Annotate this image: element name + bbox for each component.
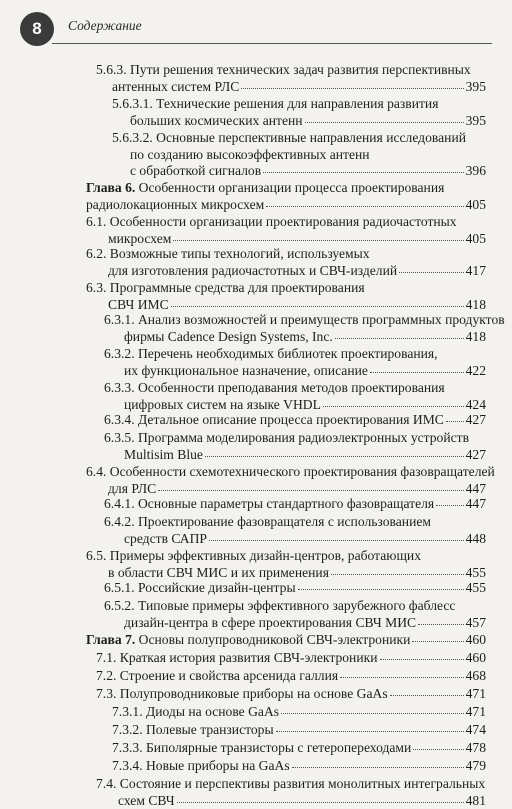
toc-entry-text: 7.3. Полупроводниковые приборы на основе GaAs [96,686,388,703]
toc-entry [96,668,486,685]
page-header [0,6,512,50]
dot-leader [380,658,464,660]
toc-entry-text: 7.3.3. Биполярные транзисторы с гетеропереходами [112,740,411,757]
toc-entry-text: 6.3.1. Анализ возможностей и преимуществ программных продуктов [104,312,505,327]
toc-page-number: 418 [466,297,486,314]
toc-entry [104,580,486,597]
toc-entry-text: 6.3.4. Детальное описание процесса проектирования ИМС [104,412,444,429]
dot-leader [399,271,463,273]
toc-entry-text: 7.4. Состояние и перспективы развития монолитных интегральных [96,776,485,791]
toc-page-number: 417 [466,263,486,280]
toc-entry-text: 6.4.2. Проектирование фазовращателя с использованием [104,514,431,529]
toc-entry-text: для изготовления радиочастотных и СВЧ-изделий [108,263,397,280]
toc-page-number: 471 [466,704,486,721]
toc-entry-text: микросхем [108,231,171,248]
toc-page-number: 422 [466,363,486,380]
toc-entry [112,704,486,721]
toc-entry-text: 6.5.1. Российские дизайн-центры [104,580,296,597]
toc-entry [86,214,486,247]
toc-entry-text: антенных систем РЛС [112,79,239,96]
toc-entry-text: 5.6.3. Пути решения технических задач развития перспективных [96,62,471,77]
toc-entry [112,722,486,739]
toc-entry [86,464,486,497]
dot-leader [158,489,463,491]
toc-entry-text: для РЛС [108,481,156,498]
toc-entry-text: Multisim Blue [124,447,203,464]
toc-entry [96,62,486,95]
toc-entry-text: с обработкой сигналов [130,163,261,180]
dot-leader [412,640,463,642]
dot-leader [331,573,464,575]
toc-entry-text: средств САПР [124,531,207,548]
toc-entry-text: Глава 6. Особенности организации процесса проектирования [86,180,444,195]
toc-page-number: 427 [466,447,486,464]
dot-leader [370,371,464,373]
toc-page-number: 479 [466,758,486,775]
toc-chapter-entry [86,180,486,213]
toc-page-number: 427 [466,412,486,429]
dot-leader [241,87,463,89]
toc-entry-text: СВЧ ИМС [108,297,169,314]
toc-page-number: 460 [466,650,486,667]
toc-entry [112,740,486,757]
toc-entry [86,548,486,581]
toc-entry [104,598,486,631]
dot-leader [171,305,464,307]
dot-leader [177,801,464,803]
toc-entry [112,758,486,775]
chapter-label: Глава 6. [86,180,139,195]
dot-leader [281,712,464,714]
toc-entry [104,412,486,429]
dot-leader [266,205,463,207]
page-number-badge: 8 [20,12,54,46]
toc-entry [104,346,486,379]
toc-entry [104,496,486,513]
toc-page-number: 468 [466,668,486,685]
toc-page-number: 455 [466,565,486,582]
toc-page-number: 405 [466,197,486,214]
toc-page-number: 395 [466,79,486,96]
toc-entry-text: 6.3. Программные средства для проектирования [86,280,365,295]
toc-entry-text: 6.1. Особенности организации проектирования радиочастотных [86,214,457,229]
toc-page-number: 447 [466,496,486,513]
toc-entry-text: схем СВЧ [118,793,175,809]
toc-entry-text: 7.2. Строение и свойства арсенида галлия [96,668,338,685]
toc-entry [104,430,486,463]
toc-entry-text: их функциональное назначение, описание [124,363,368,380]
toc-entry [96,686,486,703]
toc-entry [104,514,486,547]
dot-leader [209,539,464,541]
dot-leader [292,766,464,768]
toc-entry-text: 6.3.3. Особенности преподавания методов проектирования [104,380,445,395]
toc-entry [104,312,486,345]
toc-entry-text: в области СВЧ МИС и их применения [108,565,329,582]
toc-page-number: 474 [466,722,486,739]
toc-entry [96,776,486,809]
toc-entry-text: дизайн-центра в сфере проектирования СВЧ МИС [124,615,416,632]
toc-entry-text: больших космических антенн [130,113,303,130]
toc-entry-text: 6.5. Примеры эффективных дизайн-центров, работающих [86,548,421,563]
toc-entry-text: 6.2. Возможные типы технологий, используемых [86,246,370,261]
toc-page-number: 424 [466,397,486,414]
dot-leader [276,730,464,732]
dot-leader [340,676,464,678]
toc-entry-text: 6.3.5. Программа моделирования радиоэлектронных устройств [104,430,469,445]
dot-leader [335,337,464,339]
header-rule [52,43,492,44]
toc-page-number: 447 [466,481,486,498]
dot-leader [263,171,463,173]
toc-entry-text: 6.4. Особенности схемотехнического проектирования фазовращателей [86,464,495,479]
toc-page-number: 455 [466,580,486,597]
toc-page-number: 405 [466,231,486,248]
toc-page-number: 395 [466,113,486,130]
toc-entry-text: 5.6.3.1. Технические решения для направления развития [112,96,438,111]
toc-page-number: 457 [466,615,486,632]
chapter-label: Глава 7. [86,632,139,647]
dot-leader [413,748,463,750]
toc-entry-text: 7.3.1. Диоды на основе GaAs [112,704,279,721]
toc-entry-text: 7.1. Краткая история развития СВЧ-электроники [96,650,378,667]
dot-leader [305,121,464,123]
toc-entry [104,380,486,413]
toc-entry-text: 6.3.2. Перечень необходимых библиотек проектирования, [104,346,438,361]
toc-chapter-entry [86,632,486,649]
toc-entry [112,96,486,129]
dot-leader [418,623,463,625]
toc-entry-text: 6.5.2. Типовые примеры эффективного зарубежного фаблесс [104,598,455,613]
toc-entry [86,246,486,279]
toc-page-number: 460 [466,632,486,649]
toc-entry-text: по созданию высокоэффективных антенн [130,147,370,162]
dot-leader [323,405,464,407]
toc-page-number: 481 [466,793,486,809]
toc-entry-text: 7.3.2. Полевые транзисторы [112,722,274,739]
running-title: Содержание [68,18,142,34]
toc-entry-text: фирмы Cadence Design Systems, Inc. [124,329,333,346]
toc-entry-text: цифровых систем на языке VHDL [124,397,321,414]
dot-leader [205,455,464,457]
toc-entry [96,650,486,667]
toc-page-number: 478 [466,740,486,757]
toc-entry-text: 7.3.4. Новые приборы на GaAs [112,758,290,775]
dot-leader [173,239,463,241]
toc-entry-text: 6.4.1. Основные параметры стандартного фазовращателя [104,496,434,513]
toc-entry [86,280,486,313]
toc-entry-text: Глава 7. Основы полупроводниковой СВЧ-электроники [86,632,410,649]
toc-page-number: 448 [466,531,486,548]
dot-leader [446,420,464,422]
toc-entry-text: 5.6.3.2. Основные перспективные направления исследований [112,130,466,145]
dot-leader [298,588,464,590]
toc-page-number: 396 [466,163,486,180]
dot-leader [436,504,463,506]
dot-leader [390,694,464,696]
toc-page-number: 471 [466,686,486,703]
toc-page-number: 418 [466,329,486,346]
toc-entry-text: радиолокационных микросхем [86,197,264,214]
toc-entry [112,130,486,180]
